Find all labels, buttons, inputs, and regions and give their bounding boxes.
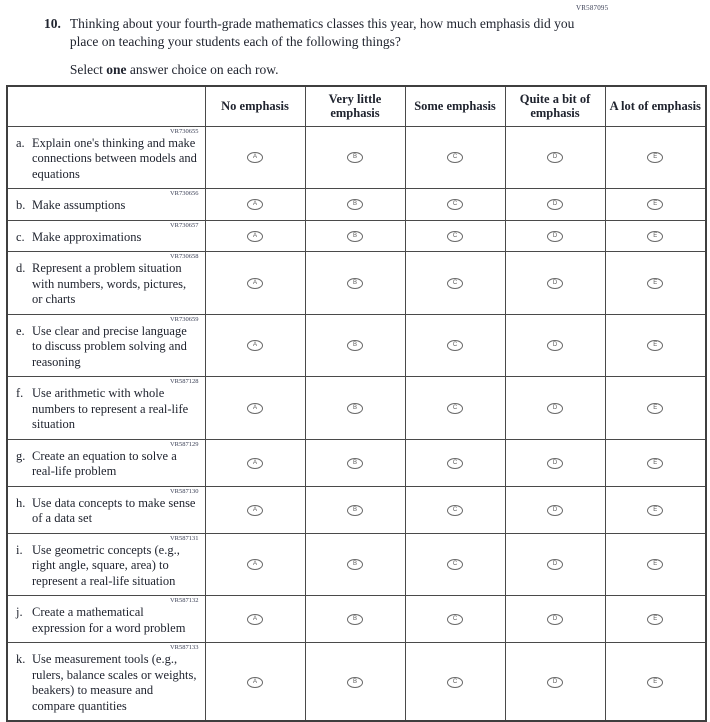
answer-bubble[interactable] — [647, 152, 663, 163]
column-header: Some emphasis — [405, 86, 505, 126]
bubble-letter: C — [452, 506, 458, 513]
bubble-letter: D — [552, 616, 558, 623]
bubble-letter: A — [252, 616, 257, 623]
answer-bubble[interactable] — [647, 403, 663, 414]
option-cell — [205, 596, 305, 643]
answer-bubble[interactable] — [247, 152, 263, 163]
answer-bubble[interactable] — [347, 199, 363, 210]
answer-bubble[interactable] — [347, 231, 363, 242]
bubble-letter: A — [252, 506, 257, 513]
option-cell — [505, 643, 605, 722]
item-label-row — [16, 652, 201, 714]
option-cell — [305, 377, 405, 440]
answer-bubble[interactable] — [647, 559, 663, 570]
answer-bubble[interactable] — [247, 458, 263, 469]
item-code: VR730659 — [169, 315, 199, 323]
bubble-letter: E — [653, 342, 658, 349]
item-stem-cell — [7, 439, 205, 486]
bubble-letter: E — [653, 404, 658, 411]
bubble-letter: D — [552, 459, 558, 466]
item-stem-cell — [7, 596, 205, 643]
bubble-letter: C — [452, 678, 458, 685]
option-cell — [505, 189, 605, 221]
answer-bubble[interactable] — [547, 505, 563, 516]
option-cell — [305, 533, 405, 596]
table-row — [7, 377, 706, 440]
answer-bubble[interactable] — [547, 199, 563, 210]
item-code: VR587129 — [169, 440, 199, 448]
answer-bubble[interactable] — [647, 505, 663, 516]
answer-bubble[interactable] — [647, 278, 663, 289]
answer-bubble[interactable] — [647, 458, 663, 469]
answer-bubble[interactable] — [447, 340, 463, 351]
item-letter: b. — [16, 198, 26, 213]
bubble-letter: B — [352, 404, 357, 411]
answer-bubble[interactable] — [447, 614, 463, 625]
column-header: A lot of emphasis — [605, 86, 706, 126]
item-label: Make assumptions — [32, 198, 126, 213]
item-stem-cell — [7, 377, 205, 440]
option-cell — [205, 189, 305, 221]
table-row — [7, 533, 706, 596]
option-cell — [505, 126, 605, 189]
option-cell — [205, 126, 305, 189]
stem-header-cell — [7, 86, 205, 126]
table-row — [7, 486, 706, 533]
item-label: Use measurement tools (e.g., rulers, balance scales or weights, beakers) to measure and compare quantities — [32, 652, 197, 713]
item-letter: i. — [16, 542, 23, 557]
bubble-letter: D — [552, 506, 558, 513]
answer-bubble[interactable] — [447, 199, 463, 210]
bubble-letter: B — [352, 506, 357, 513]
item-code: VR587132 — [169, 597, 199, 605]
bubble-letter: E — [653, 506, 658, 513]
option-cell — [505, 220, 605, 252]
option-cell — [305, 126, 405, 189]
option-cell — [205, 439, 305, 486]
bubble-letter: D — [552, 404, 558, 411]
item-label: Create a mathematical expression for a word problem — [32, 605, 186, 635]
option-cell — [505, 377, 605, 440]
item-label-row — [16, 198, 201, 214]
item-label-row — [16, 136, 201, 183]
question-text-wrap — [70, 15, 604, 78]
option-cell — [405, 189, 505, 221]
option-cell — [605, 189, 706, 221]
answer-bubble[interactable] — [547, 231, 563, 242]
option-cell — [205, 486, 305, 533]
option-cell — [405, 486, 505, 533]
item-label-row — [16, 261, 201, 308]
bubble-letter: B — [352, 561, 357, 568]
item-code: VR730656 — [169, 190, 199, 198]
column-header: Quite a bit of emphasis — [505, 86, 605, 126]
item-label-row — [16, 605, 201, 636]
option-cell — [405, 314, 505, 377]
option-cell — [205, 377, 305, 440]
answer-bubble[interactable] — [347, 614, 363, 625]
option-cell — [505, 486, 605, 533]
instruction-suffix: answer choice on each row. — [126, 62, 279, 78]
item-label-row — [16, 324, 201, 371]
option-cell — [205, 533, 305, 596]
option-cell — [305, 486, 405, 533]
bubble-letter: A — [252, 561, 257, 568]
bubble-letter: E — [653, 678, 658, 685]
bubble-letter: E — [653, 561, 658, 568]
bubble-letter: E — [653, 279, 658, 286]
bubble-letter: C — [452, 232, 458, 239]
bubble-letter: C — [452, 342, 458, 349]
option-cell — [505, 596, 605, 643]
option-cell — [405, 533, 505, 596]
instruction-text — [70, 62, 604, 78]
item-label-row — [16, 543, 201, 590]
option-cell — [605, 486, 706, 533]
answer-bubble[interactable] — [447, 152, 463, 163]
item-label-row — [16, 449, 201, 480]
item-label: Use geometric concepts (e.g., right angle, square, area) to represent a real-life situation — [32, 542, 180, 588]
answer-bubble[interactable] — [247, 614, 263, 625]
instruction-prefix: Select — [69, 62, 107, 78]
option-cell — [405, 377, 505, 440]
option-cell — [605, 533, 706, 596]
option-cell — [605, 439, 706, 486]
item-letter: k. — [16, 652, 26, 667]
answer-bubble[interactable] — [447, 559, 463, 570]
option-cell — [305, 252, 405, 315]
item-label: Use arithmetic with whole numbers to represent a real-life situation — [32, 386, 189, 432]
answer-bubble[interactable] — [247, 505, 263, 516]
bubble-letter: E — [653, 201, 658, 208]
answer-bubble[interactable] — [347, 677, 363, 688]
bubble-letter: E — [653, 616, 658, 623]
option-cell — [605, 377, 706, 440]
answer-bubble[interactable] — [247, 340, 263, 351]
answer-bubble[interactable] — [247, 278, 263, 289]
answer-bubble[interactable] — [547, 403, 563, 414]
bubble-letter: C — [452, 201, 458, 208]
option-cell — [605, 252, 706, 315]
bubble-letter: C — [452, 616, 458, 623]
instruction-bold: one — [106, 62, 127, 78]
item-code: VR730655 — [169, 127, 199, 135]
item-code: VR587131 — [169, 534, 199, 542]
question-block — [0, 0, 604, 78]
option-cell — [305, 220, 405, 252]
bubble-letter: D — [552, 201, 558, 208]
answer-bubble[interactable] — [547, 278, 563, 289]
bubble-letter: C — [452, 561, 458, 568]
item-stem-cell — [7, 486, 205, 533]
option-cell — [405, 643, 505, 722]
bubble-letter: A — [252, 279, 257, 286]
option-cell — [305, 643, 405, 722]
table-header — [7, 86, 706, 126]
item-stem-cell — [7, 643, 205, 722]
option-cell — [405, 439, 505, 486]
item-letter: h. — [16, 495, 26, 510]
item-label: Represent a problem situation with numbers, words, pictures, or charts — [32, 261, 187, 307]
item-code: VR730657 — [169, 221, 199, 229]
bubble-letter: D — [552, 154, 558, 161]
bubble-letter: C — [452, 459, 458, 466]
item-code: VR587130 — [169, 487, 199, 495]
answer-bubble[interactable] — [547, 559, 563, 570]
option-cell — [405, 220, 505, 252]
answer-bubble[interactable] — [447, 278, 463, 289]
bubble-letter: D — [552, 678, 558, 685]
item-label: Explain one's thinking and make connections between models and equations — [32, 135, 197, 181]
table-row — [7, 189, 706, 221]
item-label: Use data concepts to make sense of a data set — [32, 495, 196, 526]
answer-bubble[interactable] — [447, 458, 463, 469]
option-cell — [405, 126, 505, 189]
item-letter: j. — [16, 605, 23, 620]
bubble-letter: B — [352, 279, 357, 286]
table-row — [7, 126, 706, 189]
answer-bubble[interactable] — [547, 677, 563, 688]
table-row — [7, 643, 706, 722]
table-row — [7, 314, 706, 377]
bubble-letter: B — [352, 154, 357, 161]
item-label: Make approximations — [32, 229, 142, 244]
bubble-letter: C — [452, 154, 458, 161]
answer-bubble[interactable] — [647, 677, 663, 688]
option-cell — [205, 314, 305, 377]
answer-bubble[interactable] — [647, 340, 663, 351]
item-stem-cell — [7, 252, 205, 315]
bubble-letter: E — [653, 232, 658, 239]
question-text: Thinking about your fourth-grade mathematics classes this year, how much emphasis did you place on teaching your students each of the following things? — [69, 16, 575, 50]
item-label: Use clear and precise language to discuss problem solving and reasoning — [32, 323, 187, 369]
answer-bubble[interactable] — [347, 152, 363, 163]
answer-bubble[interactable] — [347, 340, 363, 351]
answer-bubble[interactable] — [647, 199, 663, 210]
bubble-letter: E — [653, 154, 658, 161]
bubble-letter: A — [252, 404, 257, 411]
option-cell — [305, 596, 405, 643]
option-cell — [605, 220, 706, 252]
answer-bubble[interactable] — [247, 559, 263, 570]
item-label-row — [16, 386, 201, 433]
bubble-letter: A — [252, 459, 257, 466]
bubble-letter: B — [352, 616, 357, 623]
answer-bubble[interactable] — [547, 458, 563, 469]
option-cell — [205, 252, 305, 315]
item-label-row — [16, 496, 201, 527]
item-code: VR587133 — [169, 644, 199, 652]
column-header: No emphasis — [205, 86, 305, 126]
item-letter: e. — [16, 323, 25, 338]
bubble-letter: D — [552, 279, 558, 286]
answer-bubble[interactable] — [647, 231, 663, 242]
table-row — [7, 439, 706, 486]
option-cell — [505, 439, 605, 486]
option-cell — [605, 126, 706, 189]
item-stem-cell — [7, 220, 205, 252]
answer-bubble[interactable] — [347, 403, 363, 414]
answer-bubble[interactable] — [247, 231, 263, 242]
bubble-letter: C — [452, 404, 458, 411]
item-code: VR730658 — [169, 253, 199, 261]
answer-bubble[interactable] — [247, 677, 263, 688]
item-letter: a. — [16, 135, 25, 150]
bubble-letter: B — [352, 342, 357, 349]
bubble-letter: B — [352, 678, 357, 685]
bubble-letter: A — [252, 232, 257, 239]
question-number: 10. — [44, 16, 61, 31]
option-cell — [205, 220, 305, 252]
bubble-letter: D — [552, 342, 558, 349]
item-stem-cell — [7, 533, 205, 596]
answer-bubble[interactable] — [447, 403, 463, 414]
option-cell — [405, 252, 505, 315]
answer-bubble[interactable] — [547, 152, 563, 163]
item-letter: g. — [16, 448, 26, 463]
form-code: VR587095 — [576, 4, 609, 12]
item-label-row — [16, 230, 201, 246]
item-letter: f. — [16, 386, 24, 401]
option-cell — [305, 189, 405, 221]
answer-bubble[interactable] — [447, 677, 463, 688]
bubble-letter: A — [252, 154, 257, 161]
table-row — [7, 252, 706, 315]
answer-bubble[interactable] — [347, 505, 363, 516]
option-cell — [605, 596, 706, 643]
bubble-letter: B — [352, 201, 357, 208]
table-row — [7, 220, 706, 252]
bubble-letter: A — [252, 678, 257, 685]
option-cell — [505, 252, 605, 315]
option-cell — [205, 643, 305, 722]
option-cell — [405, 596, 505, 643]
bubble-letter: D — [552, 232, 558, 239]
answer-bubble[interactable] — [547, 614, 563, 625]
emphasis-matrix-table — [6, 85, 707, 722]
answer-bubble[interactable] — [347, 458, 363, 469]
answer-bubble[interactable] — [247, 199, 263, 210]
item-stem-cell — [7, 314, 205, 377]
bubble-letter: B — [352, 459, 357, 466]
option-cell — [605, 314, 706, 377]
answer-bubble[interactable] — [547, 340, 563, 351]
option-cell — [505, 533, 605, 596]
item-stem-cell — [7, 189, 205, 221]
bubble-letter: A — [252, 201, 257, 208]
item-stem-cell — [7, 126, 205, 189]
bubble-letter: D — [552, 561, 558, 568]
bubble-letter: E — [653, 459, 658, 466]
bubble-letter: C — [452, 279, 458, 286]
item-label: Create an equation to solve a real-life problem — [32, 448, 177, 479]
item-letter: c. — [16, 229, 25, 244]
answer-bubble[interactable] — [347, 278, 363, 289]
answer-bubble[interactable] — [447, 231, 463, 242]
bubble-letter: A — [252, 342, 257, 349]
item-letter: d. — [16, 261, 26, 276]
bubble-letter: B — [352, 232, 357, 239]
option-cell — [505, 314, 605, 377]
item-code: VR587128 — [169, 378, 199, 386]
answer-bubble[interactable] — [247, 403, 263, 414]
answer-bubble[interactable] — [647, 614, 663, 625]
answer-bubble[interactable] — [447, 505, 463, 516]
table-row — [7, 596, 706, 643]
option-cell — [305, 439, 405, 486]
answer-bubble[interactable] — [347, 559, 363, 570]
column-header: Very little emphasis — [305, 86, 405, 126]
option-cell — [605, 643, 706, 722]
option-cell — [305, 314, 405, 377]
